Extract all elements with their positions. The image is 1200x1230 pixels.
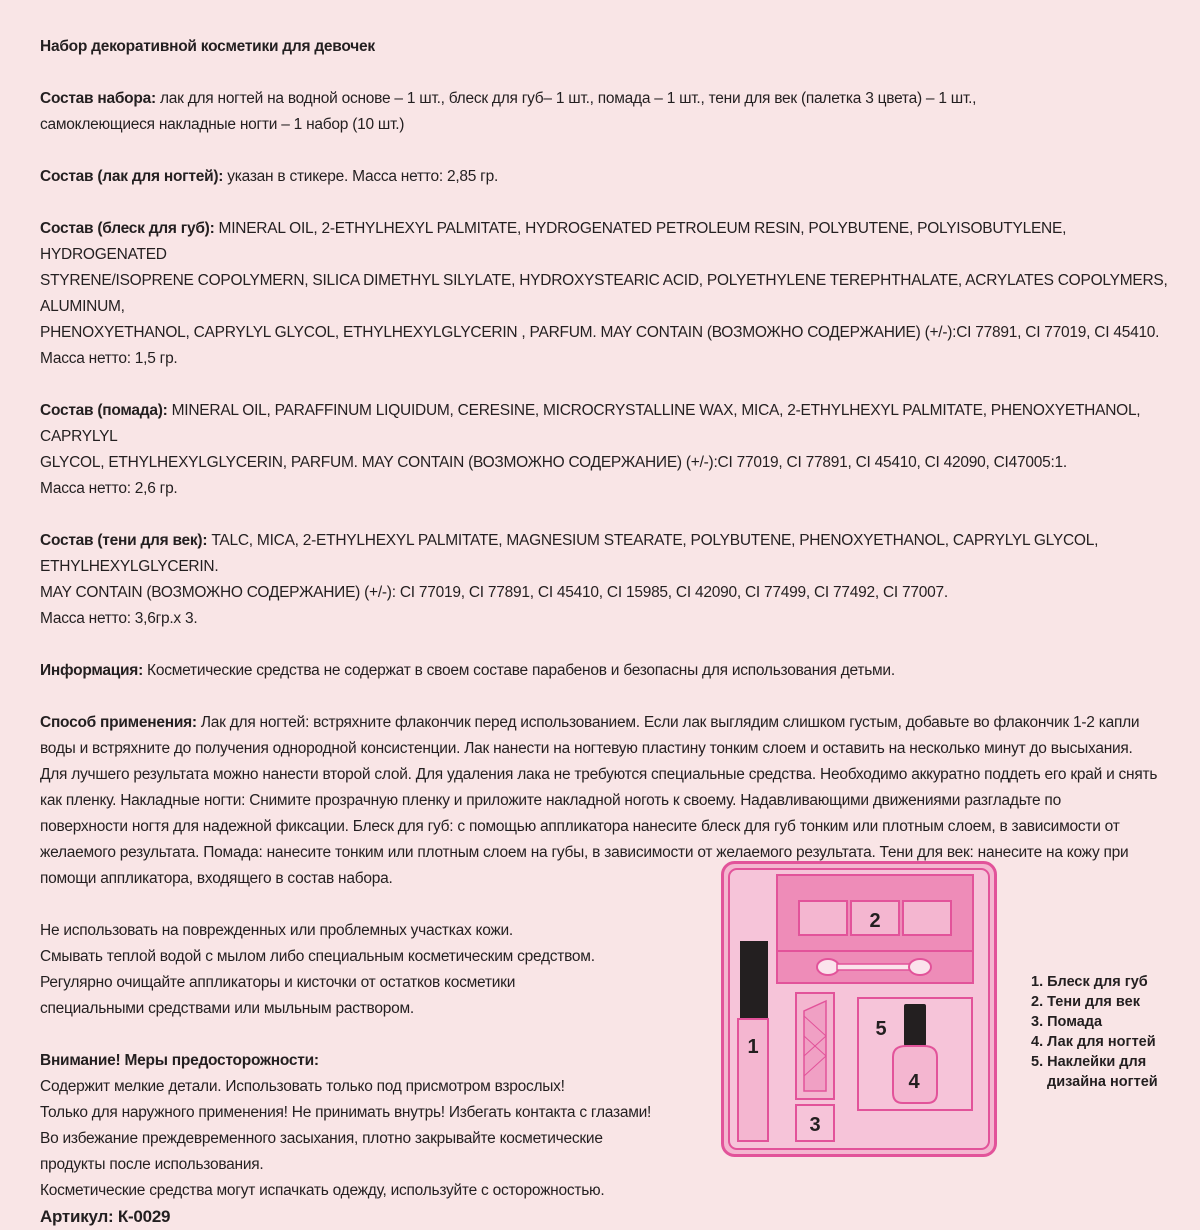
usage-label: Способ применения: bbox=[40, 714, 197, 731]
warning-line-4: продукты после использования. bbox=[40, 1156, 264, 1173]
usage-line-1: Лак для ногтей: встряхните флакончик перед использованием. Если лак выглядим слишком густым, добавьте во флакончик 1-2 капли bbox=[196, 714, 1140, 731]
care-line-1: Не использовать на поврежденных или проблемных участках кожи. bbox=[40, 922, 513, 939]
nail-polish-section bbox=[40, 164, 1170, 190]
eyeshadow-line-2: MAY CONTAIN (ВОЗМОЖНО СОДЕРЖАНИЕ) (+/-): CI 77019, CI 77891, CI 45410, CI 15985, CI 42090, CI 77499, CI 77492, CI 77007. bbox=[40, 584, 948, 601]
usage-line-4: как пленку. Накладные ногти: Снимите прозрачную пленку и приложите накладной ноготь к своему. Надавливающими движениями разгладьте по bbox=[40, 792, 1061, 809]
lip-gloss-section bbox=[40, 216, 1170, 268]
diagram-legend bbox=[1031, 972, 1158, 1092]
kit-line-2: самоклеющиеся накладные ногти – 1 набор (10 шт.) bbox=[40, 116, 405, 133]
diagram-num-5: 5 bbox=[875, 1018, 887, 1040]
diagram-num-4: 4 bbox=[908, 1071, 920, 1093]
kit-section bbox=[40, 86, 1170, 112]
article-number: Артикул: К-0029 bbox=[40, 1207, 171, 1226]
eyeshadow-section bbox=[40, 528, 1170, 580]
lip-gloss-line-2: STYRENE/ISOPRENE COPOLYMERN, SILICA DIMETHYL SILYLATE, HYDROXYSTEARIC ACID, POLYETHYLENE TEREPHTHALATE, ACRYLATES COPOLYMERS, ALUMINUM, bbox=[40, 272, 1168, 315]
nail-polish-label: Состав (лак для ногтей): bbox=[40, 168, 224, 185]
eyeshadow-line-1: TALC, MICA, 2-ETHYLHEXYL PALMITATE, MAGNESIUM STEARATE, POLYBUTENE, PHENOXYETHANOL, CAPRYLYL GLYCOL, ETHYLHEXYLGLYCERIN. bbox=[40, 532, 1099, 575]
doc-title: Набор декоративной косметики для девочек bbox=[40, 38, 375, 55]
info-label: Информация: bbox=[40, 662, 143, 679]
info-section bbox=[40, 658, 1170, 684]
lip-gloss-label: Состав (блеск для губ): bbox=[40, 220, 215, 237]
usage-line-5: поверхности ногтя для надежной фиксации. Блеск для губ: с помощью аппликатора нанесите блеск для губ тонким или плотным слоем, в зависимости от bbox=[40, 818, 1120, 835]
usage-section bbox=[40, 710, 1170, 736]
lipstick-label: Состав (помада): bbox=[40, 402, 168, 419]
usage-line-3: Для лучшего результата можно нанести второй слой. Для удаления лака не требуются специальные средства. Необходимо аккуратно поддеть его край и снять bbox=[40, 766, 1158, 783]
diagram-num-3: 3 bbox=[809, 1114, 821, 1136]
warning-line-2: Только для наружного применения! Не принимать внутрь! Избегать контакта с глазами! bbox=[40, 1104, 652, 1121]
legend-item-1: 1. Блеск для губ bbox=[1031, 974, 1148, 990]
warning-title: Внимание! Меры предосторожности: bbox=[40, 1052, 319, 1069]
warning-line-5: Косметические средства могут испачкать одежду, используйте с осторожностью. bbox=[40, 1182, 605, 1199]
lip-gloss-line-3: PHENOXYETHANOL, CAPRYLYL GLYCOL, ETHYLHEXYLGLYCERIN , PARFUM. MAY CONTAIN (ВОЗМОЖНО СОДЕРЖАНИЕ) (+/-):CI 77891, CI 77019, CI 45410. bbox=[40, 324, 1160, 341]
kit-label: Состав набора: bbox=[40, 90, 156, 107]
care-section bbox=[40, 918, 680, 1230]
diagram-num-1: 1 bbox=[747, 1036, 759, 1058]
usage-line-2: воды и встряхните до получения однородной консистенции. Лак нанести на ногтевую пластину тонким слоем и оставить на несколько минут до высыхания. bbox=[40, 740, 1133, 757]
lip-gloss-line-1: MINERAL OIL, 2-ETHYLHEXYL PALMITATE, HYDROGENATED PETROLEUM RESIN, POLYBUTENE, POLYISOBUTYLENE, HYDROGENATED bbox=[40, 220, 1067, 263]
kit-line-1: лак для ногтей на водной основе – 1 шт., блеск для губ– 1 шт., помада – 1 шт., тени для век (палетка 3 цвета) – 1 шт., bbox=[155, 90, 977, 107]
lip-gloss-net: Масса нетто: 1,5 гр. bbox=[40, 350, 178, 367]
care-line-3: Регулярно очищайте аппликаторы и кисточки от остатков косметики bbox=[40, 974, 516, 991]
kit-diagram bbox=[721, 861, 997, 1157]
legend-item-4: 4. Лак для ногтей bbox=[1031, 1034, 1156, 1050]
legend-item-3: 3. Помада bbox=[1031, 1014, 1103, 1030]
document-body bbox=[40, 34, 1170, 1230]
legend-item-2: 2. Тени для век bbox=[1031, 994, 1140, 1010]
eyeshadow-pan-right bbox=[903, 901, 951, 935]
care-line-4: специальными средствами или мыльным раствором. bbox=[40, 1000, 414, 1017]
legend-item-5-cont: дизайна ногтей bbox=[1047, 1074, 1158, 1090]
lipstick-line-2: GLYCOL, ETHYLHEXYLGLYCERIN, PARFUM. MAY CONTAIN (ВОЗМОЖНО СОДЕРЖАНИЕ) (+/-):CI 77019, CI 77891, CI 45410, CI 42090, CI47005:1. bbox=[40, 454, 1067, 471]
legend-item-5: 5. Наклейки для bbox=[1031, 1054, 1147, 1070]
usage-line-6: желаемого результата. Помада: нанесите тонким или плотным слоем на губы, в зависимости от желаемого результата. Тени для век: нанесите на кожу при bbox=[40, 844, 1129, 861]
eyeshadow-pan-left bbox=[799, 901, 847, 935]
lipstick-line-1: MINERAL OIL, PARAFFINUM LIQUIDUM, CERESINE, MICROCRYSTALLINE WAX, MICA, 2-ETHYLHEXYL PALMITATE, PHENOXYETHANOL, CAPRYLYL bbox=[40, 402, 1141, 445]
diagram-num-2: 2 bbox=[869, 910, 881, 932]
nail-polish-text: указан в стикере. Масса нетто: 2,85 гр. bbox=[223, 168, 499, 185]
warning-line-3: Во избежание преждевременного засыхания, плотно закрывайте косметические bbox=[40, 1130, 603, 1147]
eyeshadow-net: Масса нетто: 3,6гр.х 3. bbox=[40, 610, 198, 627]
eyeshadow-label: Состав (тени для век): bbox=[40, 532, 208, 549]
warning-line-1: Содержит мелкие детали. Использовать только под присмотром взрослых! bbox=[40, 1078, 565, 1095]
usage-line-7: помощи аппликатора, входящего в состав набора. bbox=[40, 870, 393, 887]
lipstick-section bbox=[40, 398, 1170, 450]
lipstick-net: Масса нетто: 2,6 гр. bbox=[40, 480, 178, 497]
info-text: Косметические средства не содержат в своем составе парабенов и безопасны для использования детьми. bbox=[143, 662, 895, 679]
care-line-2: Смывать теплой водой с мылом либо специальным косметическим средством. bbox=[40, 948, 595, 965]
